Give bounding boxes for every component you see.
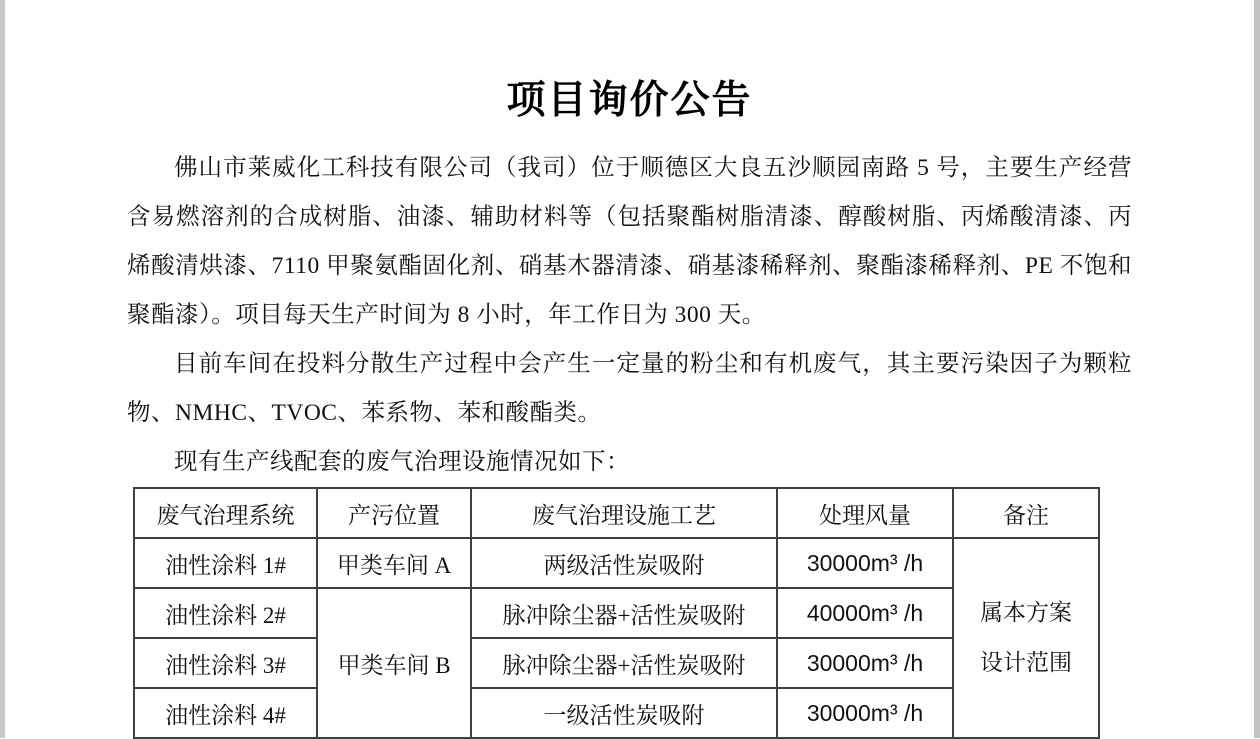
paragraph-company-intro: 佛山市莱威化工科技有限公司（我司）位于顺德区大良五沙顺园南路 5 号，主要生产经营含易燃溶剂的合成树脂、油漆、辅助材料等（包括聚酯树脂清漆、醇酸树脂、丙烯酸清漆、丙烯酸清烘漆、7110 甲聚氨酯固化剂、硝基木器清漆、硝基漆稀释剂、聚酯漆稀释剂、PE 不饱和聚酯漆）。项目每天生产时间为 8 小时，年工作日为 300 天。 [127,155,1132,328]
cell-process-4: 一级活性炭吸附 [471,688,777,738]
cell-system-4: 油性涂料 4# [134,688,317,738]
cell-remark-merged [953,538,1099,738]
waste-gas-treatment-table [133,487,1100,739]
table-row [134,538,1099,588]
document-body [127,76,1132,739]
document-title: 项目询价公告 [506,79,753,122]
cell-system-3: 油性涂料 3# [134,638,317,688]
cell-location-b-merged: 甲类车间 B [317,588,471,738]
remark-line-2: 设计范围 [980,650,1072,675]
cell-system-2: 油性涂料 2# [134,588,317,638]
header-airflow: 处理风量 [777,488,953,538]
cell-process-3: 脉冲除尘器+活性炭吸附 [471,638,777,688]
cell-system-1: 油性涂料 1# [134,538,317,588]
table-header-row [134,488,1099,538]
header-system: 废气治理系统 [134,488,317,538]
remark-line-1: 属本方案 [980,600,1072,625]
cell-airflow-4: 30000m³ /h [777,688,953,738]
cell-location-a: 甲类车间 A [317,538,471,588]
cell-process-1: 两级活性炭吸附 [471,538,777,588]
cell-process-2: 脉冲除尘器+活性炭吸附 [471,588,777,638]
cell-airflow-3: 30000m³ /h [777,638,953,688]
paragraph-pollutants: 目前车间在投料分散生产过程中会产生一定量的粉尘和有机废气，其主要污染因子为颗粒物、NMHC、TVOC、苯系物、苯和酸酯类。 [127,351,1132,426]
document-page [5,0,1254,738]
scrollbar-track[interactable] [1253,0,1260,738]
cell-airflow-1: 30000m³ /h [777,538,953,588]
header-location: 产污位置 [317,488,471,538]
paragraph-table-lead-in: 现有生产线配套的废气治理设施情况如下： [174,449,630,475]
header-process: 废气治理设施工艺 [471,488,777,538]
cell-airflow-2: 40000m³ /h [777,588,953,638]
header-remark: 备注 [953,488,1099,538]
